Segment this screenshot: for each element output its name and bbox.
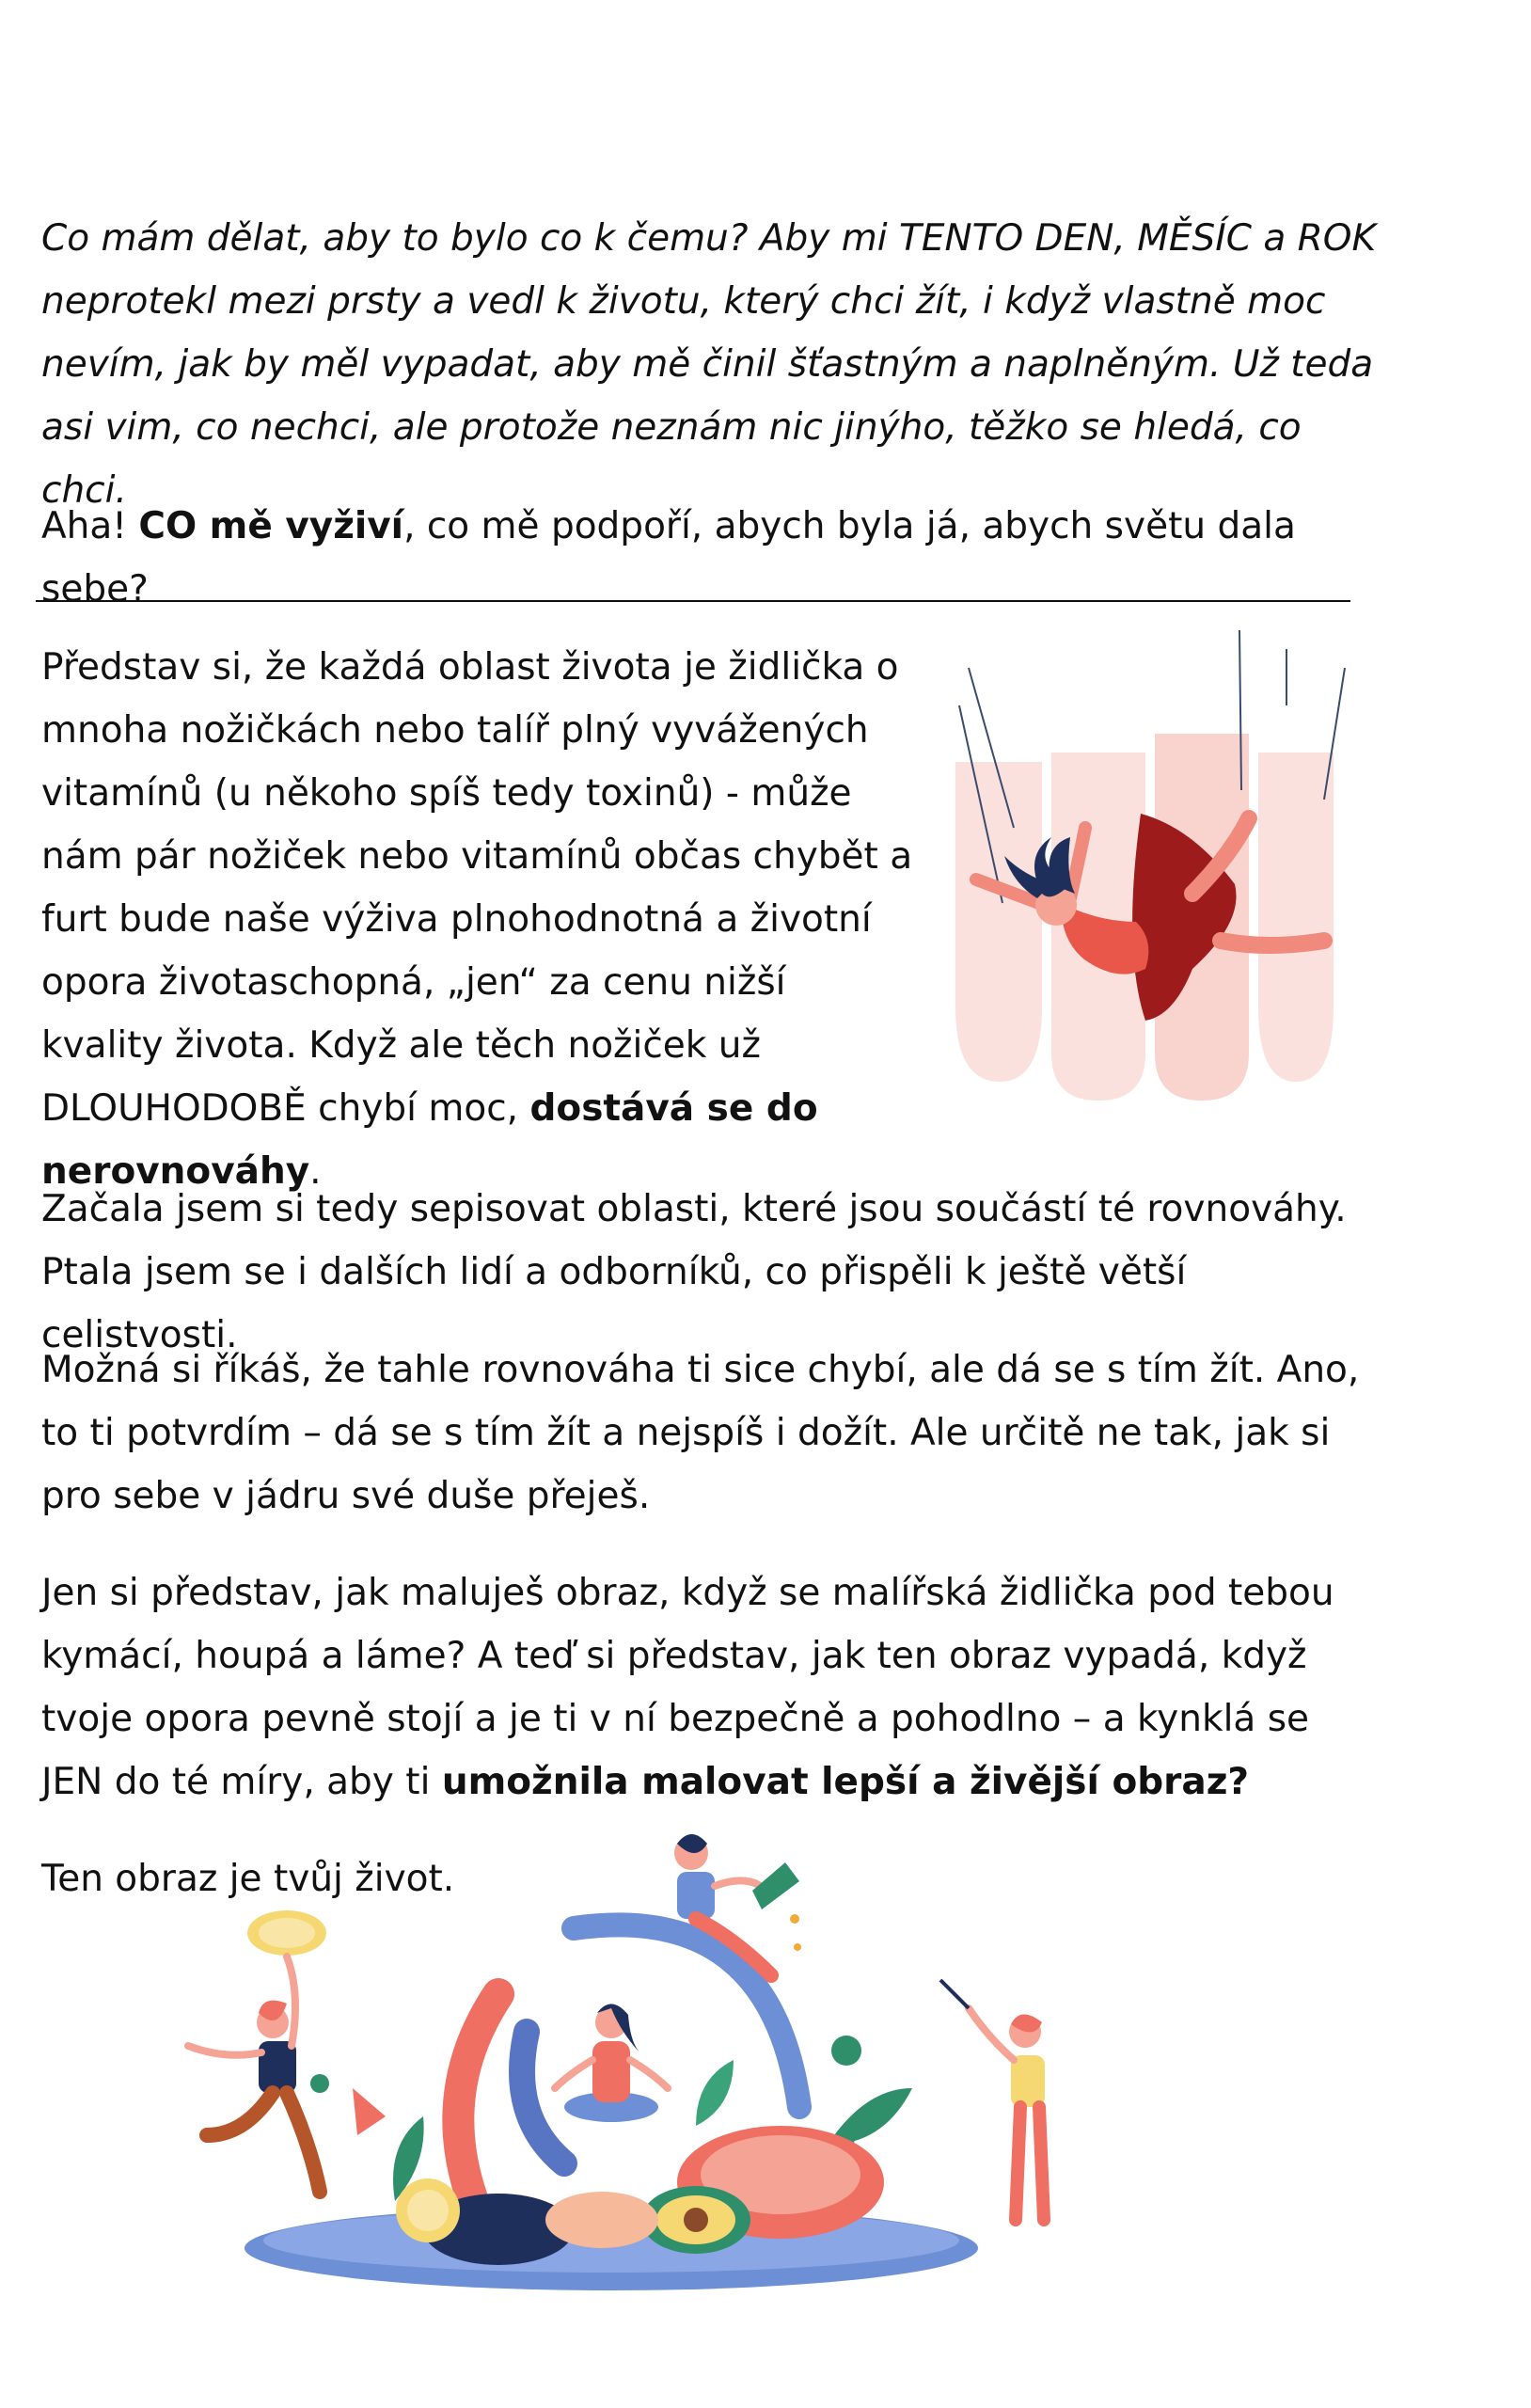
standing-woman-figure [940, 1980, 1045, 2220]
aha-rest: , co mě podpoří, abych byla já, abych světu dala sebe? [41, 505, 1296, 610]
food-plate-people-illustration [169, 1806, 1110, 2333]
life-text: Ten obraz je tvůj život. [41, 1858, 455, 1900]
painting-paragraph [41, 1561, 1377, 1814]
aha-lead: Aha! [41, 505, 139, 547]
horizontal-divider [36, 600, 1350, 602]
painting-text: Jen si představ, jak maluješ obraz, když se malířská židlička pod tebou kymácí, houpá a láme? A teď si představ, jak ten obraz vypadá, když tvoje opora pevně stojí a je ti v ní bezpečně a pohodlno – a kynklá se JEN do té míry, aby ti [41, 1572, 1334, 1803]
meditating-woman-figure [555, 2004, 668, 2122]
chair-text: Představ si, že každá oblast života je židlička o mnoha nožičkách nebo talíř plný vyvážených vitamínů (u někoho spíš tedy toxinů) - může nám pár nožiček nebo vitamínů občas chybět a furt bude naše výživa plnohodnotná a životní opora životaschopná, „jen“ za cenu nižší kvality života. Když ale těch nožiček už DLOUHODOBĚ chybí moc, [41, 646, 913, 1130]
aha-bold: CO mě vyživí [138, 505, 404, 547]
chair-bold: dostává se do nerovnováhy [41, 1087, 818, 1193]
balance-paragraph [41, 1339, 1377, 1528]
balance-text: Možná si říkáš, že tahle rovnováha ti sice chybí, ale dá se s tím žít. Ano, to ti potvrdím – dá se s tím žít a nejspíš i dožít. Ale určitě ne tak, jak si pro sebe v jádru své duše přeješ. [41, 1349, 1360, 1517]
painting-bold: umožnila malovat lepší a živější obraz? [441, 1761, 1250, 1803]
falling-woman-illustration [910, 611, 1381, 1119]
chair-end: . [309, 1150, 322, 1193]
intro-paragraph [41, 207, 1377, 522]
intro-text: Co mám dělat, aby to bylo co k čemu? Aby mi TENTO DEN, MĚSÍC a ROK neprotekl mezi prsty a vedl k životu, který chci žít, i když vlastně moc nevím, jak by měl vypadat, aby mě činil šťastným a naplněným. Už teda asi vim, co nechci, ale protože neznám nic jinýho, těžko se hledá, co chci. [41, 217, 1377, 512]
pouring-woman-figure [674, 1834, 801, 1975]
chair-paragraph [41, 636, 916, 1203]
jumping-woman-figure [188, 1910, 326, 2192]
areas-text: Začala jsem si tedy sepisovat oblasti, které jsou součástí té rovnováhy. Ptala jsem se i dalších lidí a odborníků, co přispěli k ještě větší celistvosti. [41, 1188, 1347, 1356]
